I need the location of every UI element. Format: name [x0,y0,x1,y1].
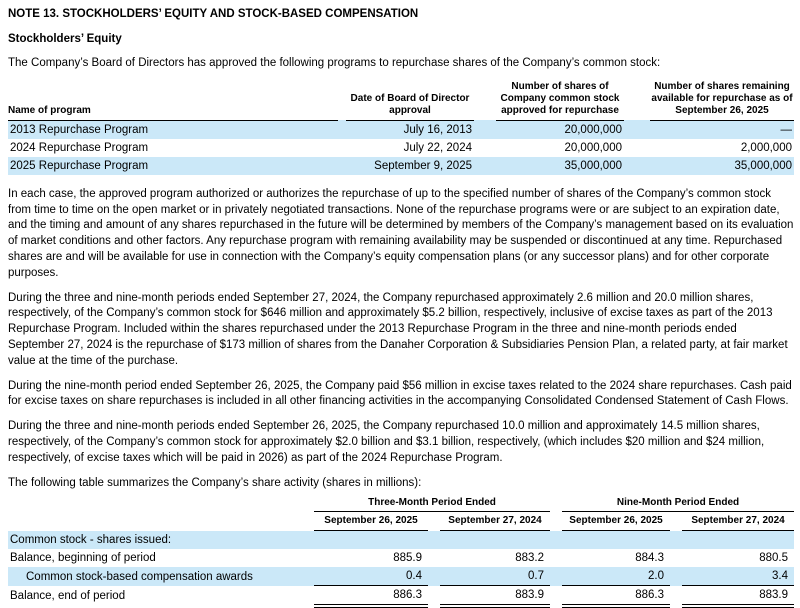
activity-row-value [562,531,670,550]
paragraph-2024-repurchases: During the three and nine-month periods ended September 27, 2024, the Company repurchased approximately 2.6 million and 20.0 million shares, respectively, of the Company’s common stock for $646 million and approximately $5.2 billion, respectively, inclusive of excise taxes as part of the 2013 Repurchase Program. Included within the shares repurchased under the 2013 Repurchase Program in the three and nine-month periods ended September 27, 2024 is the repurchase of $173 million of shares from the Danaher Corporation & Subsidiaries Pension Plan, a related party, at fair market value at the time of the purchase. [8,291,788,367]
activity-row-value: 880.5 [759,552,789,565]
period-group-three-month: Three-Month Period Ended [314,496,550,512]
programs-header-name: Name of program [8,81,338,121]
program-name: 2024 Repurchase Program [10,141,149,154]
activity-row-value: 885.9 [393,552,422,565]
activity-row-label: Common stock - shares issued: [8,531,306,550]
share-activity-caption: The following table summarizes the Company’s share activity (shares in millions): [8,476,422,489]
activity-row-value: 0.7 [440,567,550,586]
programs-header-date: Date of Board of Director approval [346,81,474,121]
activity-date-header-row [8,512,794,531]
program-shares-remaining: 35,000,000 [650,157,794,175]
paragraph-2025-repurchases: During the three and nine-month periods ended September 26, 2025, the Company repurchased 10.0 million and approximately 14.5 million shares, respectively, of the Company’s common stock for approximately $2.0 billion and $3.1 billion, respectively, (which includes $20 million and $24 million, respectively, of excise taxes which will be paid in 2026) as part of the 2024 Repurchase Program. [8,420,765,464]
col-header-ytd-2025: September 26, 2025 [562,512,670,531]
activity-row-value: 883.2 [515,552,544,565]
programs-header-row [8,81,794,121]
program-shares-remaining: — [650,120,794,139]
activity-row-label: Balance, end of period [10,590,126,603]
activity-row [8,567,794,586]
programs-header-remaining: Number of shares remaining available for repurchase as of September 26, 2025 [650,81,794,121]
activity-row [8,531,794,550]
share-activity-table [8,496,794,608]
program-shares-approved: 20,000,000 [564,141,622,154]
program-row [8,157,794,175]
program-approval-date: July 16, 2013 [346,120,474,139]
period-group-nine-month: Nine-Month Period Ended [562,496,794,512]
activity-row-value [440,531,550,550]
col-header-q3-2025: September 26, 2025 [314,512,428,531]
activity-row-value: 884.3 [635,552,664,565]
activity-row-value: 886.3 [314,586,428,607]
programs-header-approved: Number of shares of Company common stock approved for repurchase [496,81,624,121]
activity-row-value: 3.4 [682,567,794,586]
activity-row-value [314,531,428,550]
activity-row [8,549,794,567]
activity-row-label: Common stock-based compensation awards [8,567,306,586]
activity-row [8,586,794,607]
activity-row-value: 883.9 [440,586,550,607]
activity-row-value [682,531,794,550]
activity-row-value: 886.3 [562,586,670,607]
program-shares-remaining: 2,000,000 [740,141,792,154]
activity-period-row [8,496,794,512]
note-title: NOTE 13. STOCKHOLDERS’ EQUITY AND STOCK-BASED COMPENSATION [8,8,419,20]
program-name: 2013 Repurchase Program [8,120,338,139]
intro-paragraph: The Company’s Board of Directors has approved the following programs to repurchase shares of the Company’s common stock: [8,57,661,69]
programs-table-body [8,120,794,175]
col-header-q3-2024: September 27, 2024 [440,512,550,531]
repurchase-programs-table [8,81,794,175]
activity-row-label: Balance, beginning of period [10,552,156,565]
program-approval-date: July 22, 2024 [403,141,472,154]
program-row [8,139,794,157]
program-approval-date: September 9, 2025 [346,157,474,175]
section-title: Stockholders’ Equity [8,33,122,45]
program-name: 2025 Repurchase Program [8,157,338,175]
paragraph-excise-taxes: During the nine-month period ended September 26, 2025, the Company paid $56 million in excise taxes related to the 2024 share repurchases. Cash paid for excise taxes on share repurchases is included in all other financing activities in the accompanying Consolidated Condensed Statement of Cash Flows. [8,379,792,408]
program-shares-approved: 20,000,000 [496,120,624,139]
program-shares-approved: 35,000,000 [496,157,624,175]
activity-row-value: 0.4 [314,567,428,586]
activity-row-value: 2.0 [562,567,670,586]
paragraph-program-terms: In each case, the approved program authorized or authorizes the repurchase of up to the specified number of shares of the Company’s common stock from time to time on the open market or in privately negotiated transactions. None of the repurchase programs were or are subject to an expiration date, and the timing and amount of any shares repurchased in the future will be determined by members of the Company’s management based on its evaluation of market conditions and other factors. Any repurchase program with remaining availability may be suspended or discontinued at any time. Repurchased shares are and will be available for use in connection with the Company’s equity compensation plans (or any successor plans) and for other corporate purposes. [8,187,794,279]
activity-table-body [8,531,794,607]
program-row [8,120,794,139]
activity-row-value: 883.9 [682,586,794,607]
col-header-ytd-2024: September 27, 2024 [682,512,794,531]
